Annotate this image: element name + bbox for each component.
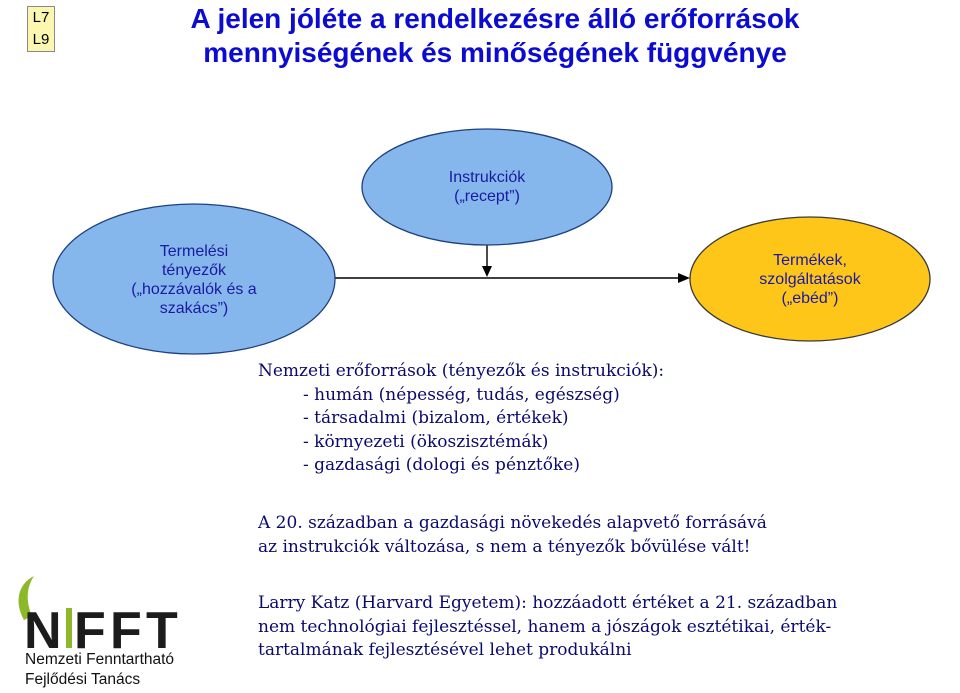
lecture-tag-l7: L7 (32, 9, 50, 26)
katz-line-1: Larry Katz (Harvard Egyetem): hozzáadott értéket a 21. században (258, 593, 838, 613)
katz-quote (258, 592, 837, 663)
katz-line-2: nem technológiai fejlesztéssel, hanem a jószágok esztétikai, érték- (258, 616, 832, 637)
logo-letter-n: N (24, 602, 62, 660)
title-line-1: A jelen jóléte a rendelkezésre álló erőforrások (190, 3, 800, 34)
logo-letter-f1: F (74, 602, 106, 660)
instructions-line-1: Instrukciók (448, 169, 526, 186)
products-node-label (710, 246, 910, 312)
products-line-2: szolgáltatások (759, 270, 861, 288)
resources-item-environmental: - környezeti (ökoszisztémák) (303, 431, 549, 452)
instructions-line-2: („recept”) (454, 188, 520, 205)
title-line-2: mennyiségének és minőségének függvénye (203, 37, 787, 68)
logo-letter-f2: F (110, 602, 142, 660)
resources-item-social: - társadalmi (bizalom, értékek) (303, 408, 569, 429)
resources-heading: Nemzeti erőforrások (tényezők és instrukciók): (258, 361, 665, 381)
products-line-1: Termékek, (773, 251, 847, 269)
katz-line-3: tartalmának fejlesztésével lehet produkálni (258, 640, 632, 661)
products-line-3: („ebéd”) (781, 289, 839, 307)
factors-line-3: („hozzávalók és a (131, 281, 257, 298)
twentieth-century-statement (258, 512, 767, 559)
national-resources-list (258, 360, 664, 478)
logo-caption-line-2: Fejlődési Tanács (25, 671, 141, 688)
factors-line-1: Termelési (159, 243, 229, 260)
century-line-2: az instrukciók változása, s nem a tényezők bővülése vált! (258, 536, 751, 557)
arrow-head-down-icon (482, 266, 492, 277)
lecture-tag-l9: L9 (32, 31, 50, 48)
factors-line-2: tényezők (161, 262, 227, 279)
arrow-head-right-icon (678, 273, 690, 283)
logo-accent-bar (66, 608, 72, 648)
logo-caption-line-1: Nemzeti Fenntartható (25, 651, 175, 668)
resources-item-economic: - gazdasági (dologi és pénztőke) (303, 455, 580, 476)
resources-item-human: - humán (népesség, tudás, egészség) (303, 384, 620, 405)
century-line-1: A 20. században a gazdasági növekedés alapvető forrásává (258, 513, 767, 533)
instructions-node-label (380, 150, 594, 224)
logo-letter-t: T (146, 602, 178, 660)
production-factors-node-label (73, 236, 315, 324)
factors-line-4: szakács”) (159, 300, 229, 317)
